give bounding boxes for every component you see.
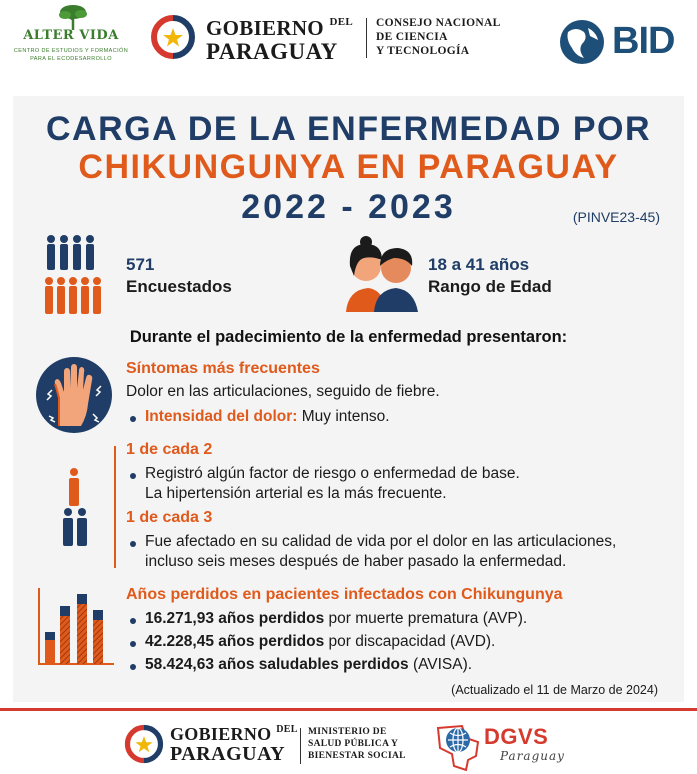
ministry-line-2: SALUD PÚBLICA Y (308, 739, 399, 749)
paraguay-word: PARAGUAY (206, 39, 338, 64)
conacyt-line-1: CONSEJO NACIONAL (376, 17, 501, 29)
one-in-three-heading: 1 de cada 3 (126, 509, 213, 526)
years-lost-heading: Años perdidos en pacientes infectados con Chikungunya (126, 586, 563, 603)
tree-icon (58, 4, 88, 30)
during-heading: Durante el padecimiento de la enfermedad presentaron: (129, 328, 568, 346)
ministry-line-1: MINISTERIO DE (308, 727, 387, 737)
bid-name: BID (612, 20, 675, 62)
project-code: (PINVE23-45) (572, 209, 660, 225)
gobierno-msp-logo (124, 724, 424, 768)
painful-hand-icon (35, 356, 113, 434)
dgvs-logo (432, 716, 572, 772)
years-lost-item-3: 58.424,63 años saludables perdidos (AVISA). (145, 656, 473, 673)
bullet-dot (130, 618, 136, 624)
logo-divider (366, 18, 367, 58)
top-logo-bar (0, 0, 697, 84)
conacyt-line-2: DE CIENCIA (376, 31, 448, 43)
altervida-name: ALTER VIDA (23, 28, 119, 43)
gobierno-word: GOBIERNO $^{DEL}$ (170, 724, 298, 744)
title-line-2: CHIKUNGUNYA EN PARAGUAY (78, 148, 619, 186)
one-in-two-line-2: La hipertensión arterial es la más frecuente. (145, 485, 447, 502)
bar-chart-icon (36, 586, 116, 666)
paraguay-seal-icon (150, 14, 196, 60)
age-range-value: 18 a 41 años (428, 255, 530, 274)
respondents-label: Encuestados (126, 277, 232, 296)
symptoms-text: Dolor en las articulaciones, seguido de fiebre. (126, 383, 440, 400)
age-range-label: Rango de Edad (428, 277, 552, 296)
bullet-dot (130, 473, 136, 479)
title-line-1: CARGA DE LA ENFERMEDAD POR (45, 110, 652, 148)
altervida-logo (12, 4, 130, 66)
paraguay-seal-icon (124, 724, 164, 764)
logo-divider (300, 728, 301, 764)
dgvs-name: DGVS (484, 724, 549, 749)
bullet-dot (130, 416, 136, 422)
updated-note: (Actualizado el 11 de Marzo de 2024) (451, 683, 658, 697)
bid-globe-icon (558, 18, 608, 66)
paraguay-map-globe-icon (432, 720, 484, 772)
bid-logo (558, 16, 692, 66)
person-pair-icon (62, 508, 88, 548)
gobierno-conacyt-logo (150, 14, 520, 64)
one-in-three-line-2: incluso seis meses después de haber pasado la enfermedad. (145, 553, 567, 570)
pain-intensity-label: Intensidad del dolor: (145, 408, 298, 425)
dgvs-script: Paraguay (500, 749, 565, 763)
one-in-two-line-1: Registró algún factor de riesgo o enfermedad de base. (145, 465, 520, 482)
ministry-line-3: BIENESTAR SOCIAL (308, 751, 406, 761)
one-in-two-heading: 1 de cada 2 (126, 441, 213, 458)
bullet-dot (130, 541, 136, 547)
couple-faces-icon (342, 236, 422, 312)
section-divider-line (114, 446, 116, 568)
title-years: 2022 - 2023 (241, 188, 456, 226)
altervida-tagline-1: CENTRO DE ESTUDIOS Y FORMACIÓN (13, 48, 129, 54)
person-single-icon (67, 468, 81, 508)
people-group-icon (43, 234, 105, 318)
years-lost-item-1: 16.271,93 años perdidos por muerte prematura (AVP). (145, 610, 528, 627)
altervida-tagline-2: PARA EL ECODESARROLLO (30, 56, 112, 62)
respondents-value: 571 (126, 255, 155, 274)
footer-rule (0, 708, 697, 711)
conacyt-line-3: Y TECNOLOGÍA (376, 45, 470, 57)
years-lost-item-2: 42.228,45 años perdidos por discapacidad (AVD). (145, 633, 496, 650)
paraguay-word: PARAGUAY (170, 743, 286, 765)
pain-intensity-value: Muy intenso. (301, 408, 390, 425)
bullet-dot (130, 641, 136, 647)
bullet-dot (130, 664, 136, 670)
gobierno-word: GOBIERNO $^{DEL}$ (206, 16, 354, 40)
symptoms-heading: Síntomas más frecuentes (126, 360, 320, 377)
pain-intensity-line (145, 408, 390, 426)
infographic-card (13, 96, 684, 702)
one-in-three-line-1: Fue afectado en su calidad de vida por el dolor en las articulaciones, (145, 533, 617, 550)
